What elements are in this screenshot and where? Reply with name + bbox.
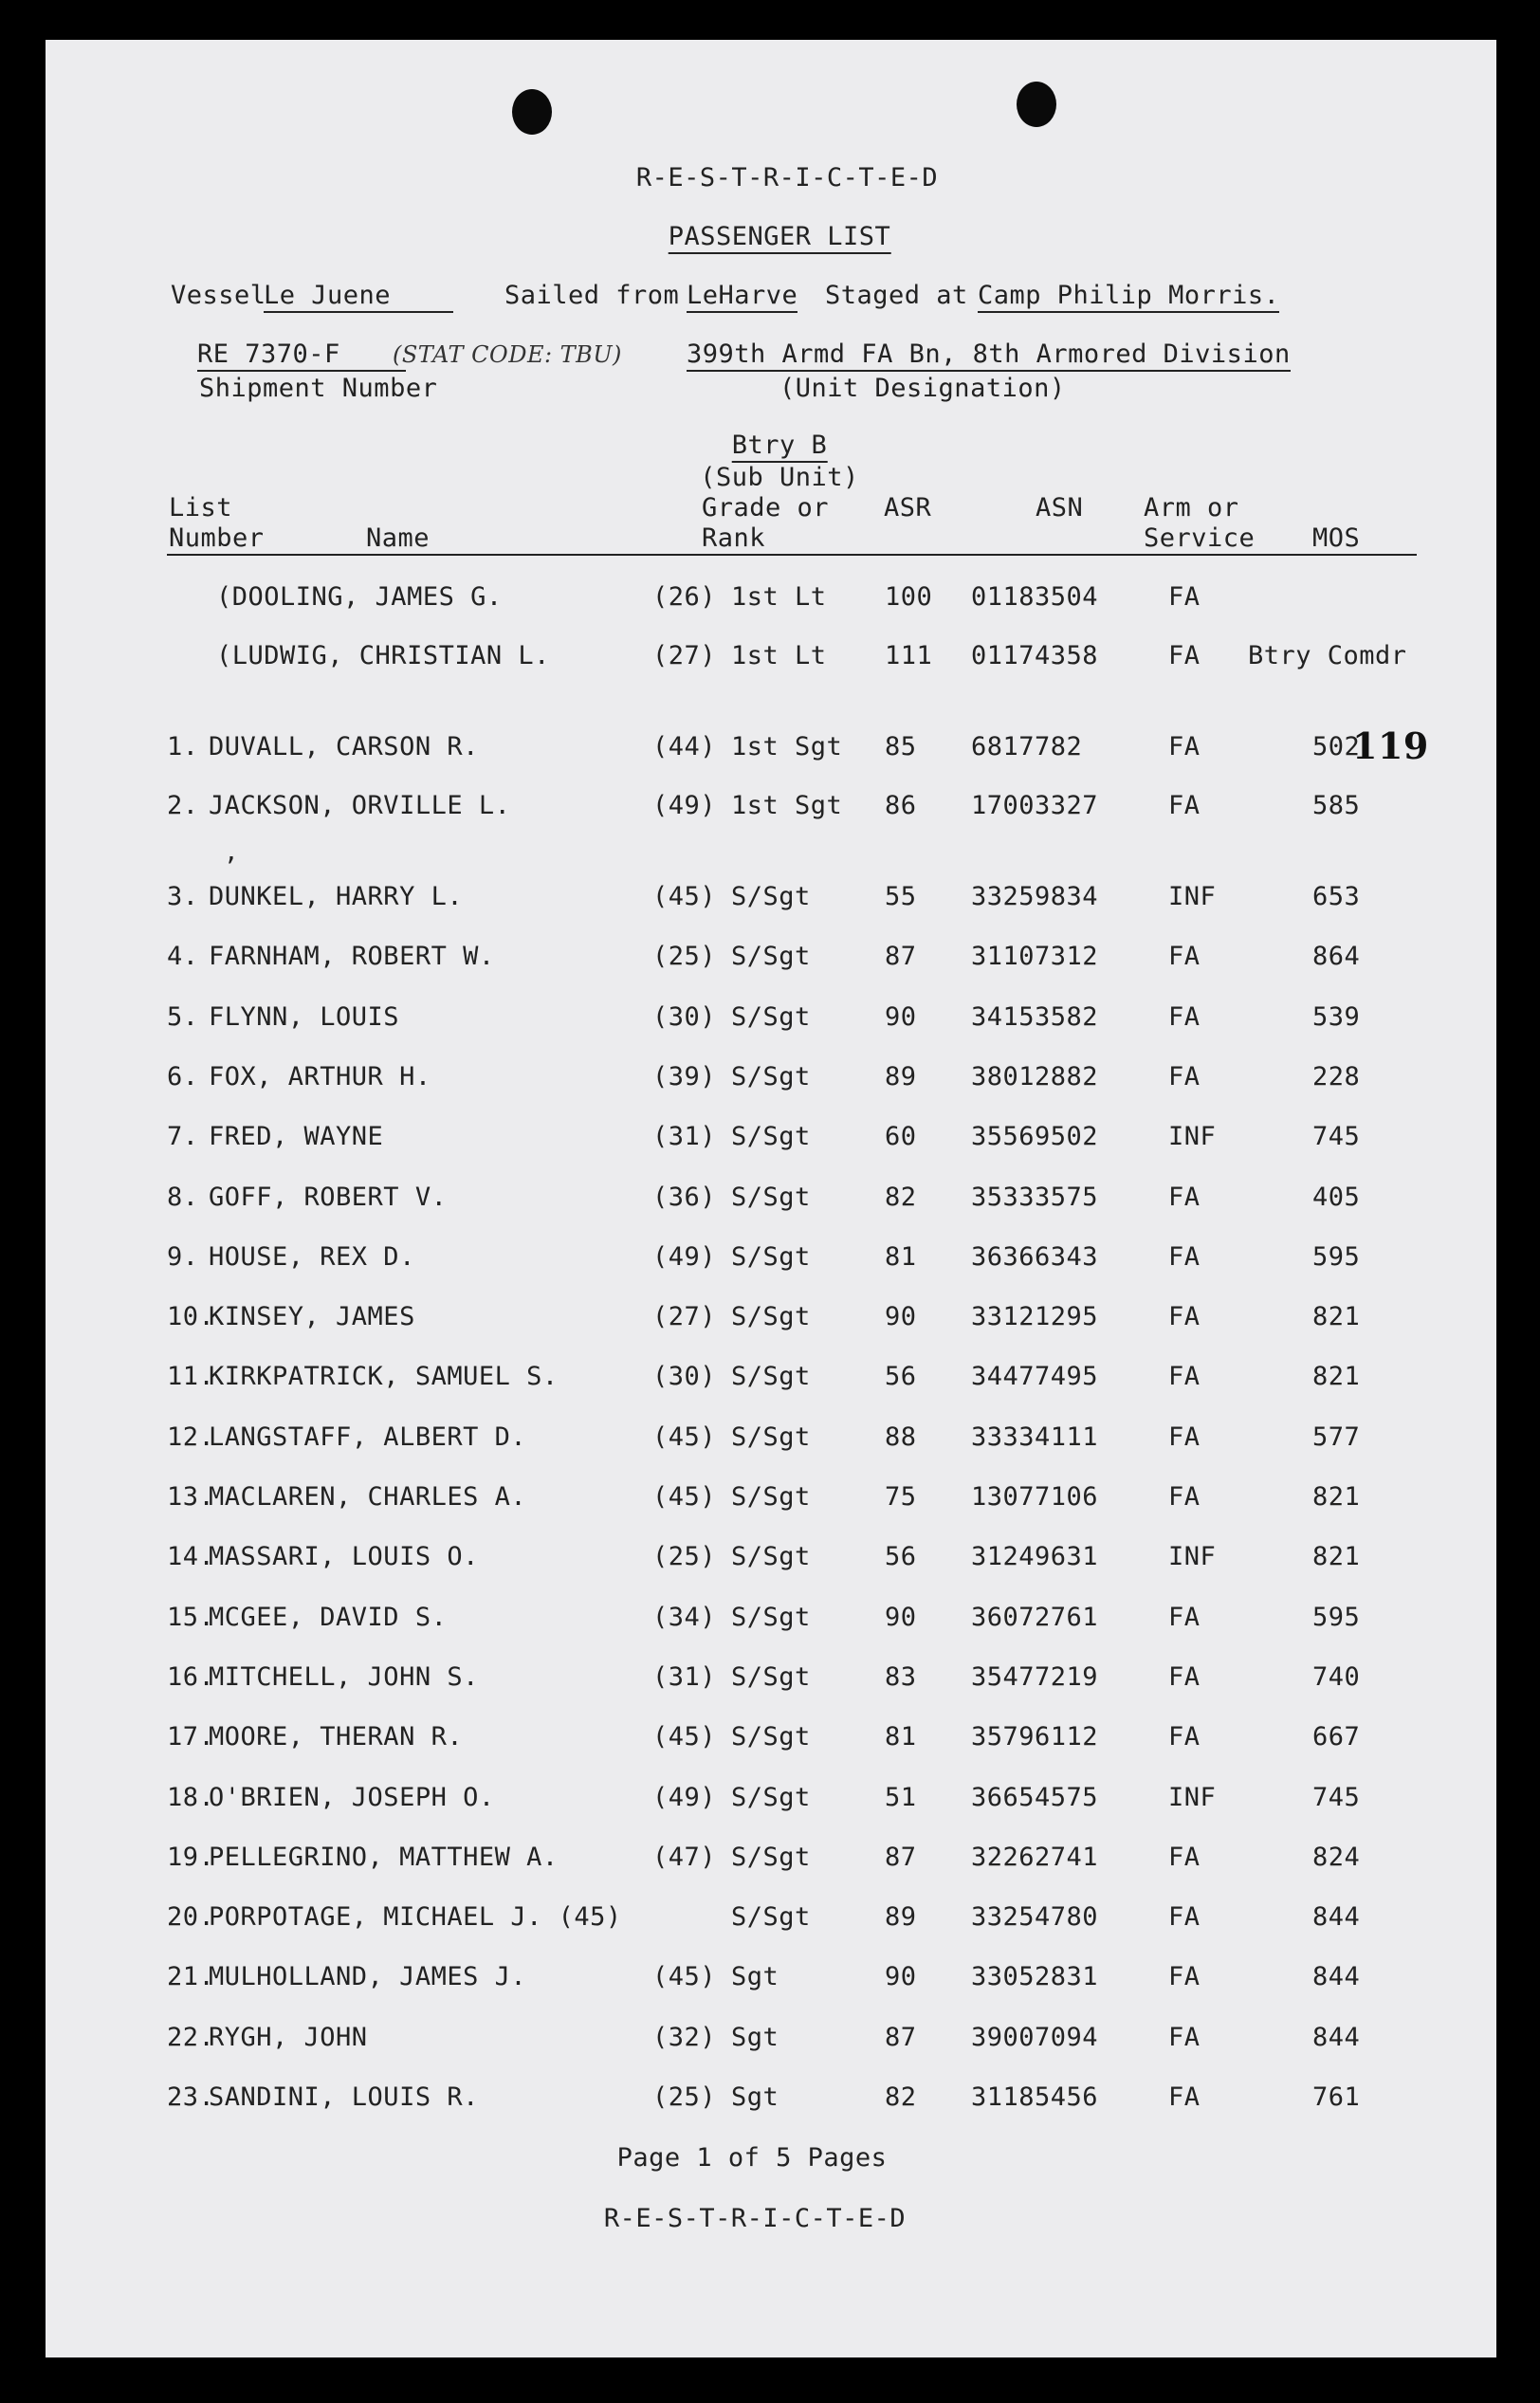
sub-unit-label: (Sub Unit)	[700, 463, 859, 492]
officer-asn: 01174358	[971, 641, 1099, 670]
passenger-rank: S/Sgt	[731, 1482, 811, 1512]
passenger-name: KIRKPATRICK, SAMUEL S.	[209, 1362, 559, 1391]
passenger-mos: 821	[1312, 1362, 1361, 1391]
passenger-age: (49)	[652, 1783, 717, 1812]
passenger-asn: 31249631	[971, 1542, 1099, 1571]
passenger-name: PORPOTAGE, MICHAEL J. (45)	[209, 1902, 622, 1932]
list-number: 23.	[167, 2082, 215, 2112]
col-number: Number	[169, 523, 265, 553]
restricted-footer: R-E-S-T-R-I-C-T-E-D	[603, 2204, 907, 2233]
passenger-asn: 39007094	[971, 2023, 1099, 2052]
col-asn: ASN	[1036, 493, 1084, 523]
passenger-age: (30)	[652, 1002, 717, 1032]
passenger-rank: S/Sgt	[731, 1122, 811, 1151]
passenger-rank: S/Sgt	[731, 1902, 811, 1932]
passenger-arm: FA	[1168, 1002, 1201, 1032]
passenger-asn: 6817782	[971, 732, 1083, 761]
passenger-name: PELLEGRINO, MATTHEW A.	[209, 1843, 559, 1872]
passenger-name: MOORE, THERAN R.	[209, 1722, 464, 1752]
passenger-arm: FA	[1168, 1362, 1201, 1391]
list-number: 7.	[167, 1122, 199, 1151]
officer-asr: 100	[885, 582, 933, 612]
passenger-rank: Sgt	[731, 1962, 779, 1991]
passenger-arm: FA	[1168, 1302, 1201, 1331]
sailed-value: LeHarve	[687, 281, 798, 313]
list-number: 8.	[167, 1183, 199, 1212]
passenger-arm: FA	[1168, 1603, 1201, 1632]
passenger-mos: 821	[1312, 1302, 1361, 1331]
passenger-name: GOFF, ROBERT V.	[209, 1183, 448, 1212]
passenger-asr: 56	[885, 1362, 917, 1391]
passenger-mos: 405	[1312, 1183, 1361, 1212]
passenger-rank: S/Sgt	[731, 1242, 811, 1272]
passenger-arm: FA	[1168, 1902, 1201, 1932]
unit-designation: 399th Armd FA Bn, 8th Armored Division	[687, 339, 1291, 372]
list-number: 4.	[167, 942, 199, 971]
col-list: List	[169, 493, 233, 523]
passenger-asn: 33259834	[971, 882, 1099, 911]
passenger-mos: 595	[1312, 1603, 1361, 1632]
passenger-asr: 83	[885, 1662, 917, 1692]
passenger-asr: 87	[885, 2023, 917, 2052]
passenger-mos: 539	[1312, 1002, 1361, 1032]
passenger-age: (45)	[652, 1482, 717, 1512]
passenger-asn: 36654575	[971, 1783, 1099, 1812]
officer-asn: 01183504	[971, 582, 1099, 612]
passenger-age: (49)	[652, 791, 717, 820]
passenger-arm: FA	[1168, 1242, 1201, 1272]
page-title: PASSENGER LIST	[669, 222, 891, 254]
vessel-label: Vessel	[171, 281, 266, 310]
passenger-asr: 56	[885, 1542, 917, 1571]
officer-rank: 1st Lt	[731, 582, 827, 612]
passenger-age: (45)	[652, 1722, 717, 1752]
staged-label: Staged at	[825, 281, 968, 310]
passenger-age: (45)	[652, 1422, 717, 1452]
passenger-rank: Sgt	[731, 2082, 779, 2112]
passenger-mos: 595	[1312, 1242, 1361, 1272]
shipment-note: (STAT CODE: TBU)	[393, 341, 622, 368]
passenger-mos: 740	[1312, 1662, 1361, 1692]
passenger-asn: 35333575	[971, 1183, 1099, 1212]
passenger-asn: 13077106	[971, 1482, 1099, 1512]
passenger-name: SANDINI, LOUIS R.	[209, 2082, 479, 2112]
list-number: 14.	[167, 1542, 215, 1571]
passenger-mos: 824	[1312, 1843, 1361, 1872]
passenger-asn: 34477495	[971, 1362, 1099, 1391]
passenger-name: FARNHAM, ROBERT W.	[209, 942, 495, 971]
passenger-name: LANGSTAFF, ALBERT D.	[209, 1422, 527, 1452]
passenger-name: FLYNN, LOUIS	[209, 1002, 400, 1032]
col-rank: Rank	[702, 523, 766, 553]
passenger-name: FOX, ARTHUR H.	[209, 1062, 431, 1091]
list-number: 18.	[167, 1783, 215, 1812]
passenger-mos: 502	[1312, 732, 1361, 761]
passenger-name: FRED, WAYNE	[209, 1122, 384, 1151]
passenger-asr: 82	[885, 1183, 917, 1212]
list-number: 12.	[167, 1422, 215, 1452]
passenger-arm: FA	[1168, 2023, 1201, 2052]
passenger-age: (31)	[652, 1662, 717, 1692]
passenger-rank: S/Sgt	[731, 882, 811, 911]
passenger-rank: S/Sgt	[731, 942, 811, 971]
passenger-age: (36)	[652, 1183, 717, 1212]
passenger-rank: S/Sgt	[731, 1362, 811, 1391]
passenger-name: MASSARI, LOUIS O.	[209, 1542, 479, 1571]
passenger-arm: INF	[1168, 882, 1217, 911]
passenger-arm: FA	[1168, 1722, 1201, 1752]
passenger-rank: Sgt	[731, 2023, 779, 2052]
passenger-asn: 17003327	[971, 791, 1099, 820]
col-arm: Arm or	[1144, 493, 1239, 523]
passenger-asr: 55	[885, 882, 917, 911]
passenger-asn: 35796112	[971, 1722, 1099, 1752]
passenger-name: MCGEE, DAVID S.	[209, 1603, 448, 1632]
passenger-age: (25)	[652, 942, 717, 971]
passenger-name: MITCHELL, JOHN S.	[209, 1662, 479, 1692]
sub-unit: Btry B	[732, 431, 828, 463]
passenger-asr: 51	[885, 1783, 917, 1812]
restricted-header: R-E-S-T-R-I-C-T-E-D	[635, 163, 939, 193]
passenger-age: (47)	[652, 1843, 717, 1872]
passenger-age: (44)	[652, 732, 717, 761]
document-page	[46, 40, 1496, 2357]
passenger-age: (34)	[652, 1603, 717, 1632]
staged-value: Camp Philip Morris.	[978, 281, 1279, 313]
passenger-mos: 821	[1312, 1482, 1361, 1512]
passenger-age: (49)	[652, 1242, 717, 1272]
passenger-mos: 844	[1312, 1962, 1361, 1991]
passenger-asn: 35477219	[971, 1662, 1099, 1692]
passenger-name: O'BRIEN, JOSEPH O.	[209, 1783, 495, 1812]
passenger-arm: INF	[1168, 1122, 1217, 1151]
col-service: Service	[1144, 523, 1256, 553]
list-number: 5.	[167, 1002, 199, 1032]
officer-name: (LUDWIG, CHRISTIAN L.	[216, 641, 550, 670]
stamped-number: 119	[1352, 725, 1429, 767]
passenger-arm: FA	[1168, 1062, 1201, 1091]
passenger-asn: 36072761	[971, 1603, 1099, 1632]
officer-mos: Btry Comdr	[1248, 641, 1407, 670]
passenger-name: DUNKEL, HARRY L.	[209, 882, 464, 911]
list-number: 13.	[167, 1482, 215, 1512]
list-number: 17.	[167, 1722, 215, 1752]
passenger-arm: INF	[1168, 1542, 1217, 1571]
passenger-name: HOUSE, REX D.	[209, 1242, 415, 1272]
passenger-asn: 33121295	[971, 1302, 1099, 1331]
passenger-age: (45)	[652, 882, 717, 911]
officer-arm: FA	[1168, 582, 1201, 612]
passenger-rank: S/Sgt	[731, 1183, 811, 1212]
passenger-arm: FA	[1168, 1183, 1201, 1212]
passenger-mos: 667	[1312, 1722, 1361, 1752]
list-number: 2.	[167, 791, 199, 820]
passenger-rank: S/Sgt	[731, 1542, 811, 1571]
passenger-arm: FA	[1168, 942, 1201, 971]
passenger-rank: S/Sgt	[731, 1722, 811, 1752]
passenger-rank: S/Sgt	[731, 1002, 811, 1032]
passenger-age: (27)	[652, 1302, 717, 1331]
list-number: 15.	[167, 1603, 215, 1632]
passenger-asn: 31185456	[971, 2082, 1099, 2112]
passenger-asn: 31107312	[971, 942, 1099, 971]
passenger-name: DUVALL, CARSON R.	[209, 732, 479, 761]
passenger-age: (39)	[652, 1062, 717, 1091]
passenger-asr: 86	[885, 791, 917, 820]
passenger-arm: FA	[1168, 1482, 1201, 1512]
passenger-asr: 75	[885, 1482, 917, 1512]
passenger-asn: 33052831	[971, 1962, 1099, 1991]
list-number: 19.	[167, 1843, 215, 1872]
passenger-mos: 585	[1312, 791, 1361, 820]
list-number: 22.	[167, 2023, 215, 2052]
passenger-asr: 82	[885, 2082, 917, 2112]
passenger-age: (30)	[652, 1362, 717, 1391]
passenger-asr: 90	[885, 1002, 917, 1032]
list-number: 6.	[167, 1062, 199, 1091]
officer-rank: 1st Lt	[731, 641, 827, 670]
passenger-age: (25)	[652, 1542, 717, 1571]
passenger-mos: 653	[1312, 882, 1361, 911]
passenger-asr: 89	[885, 1902, 917, 1932]
shipment-label: Shipment Number	[199, 374, 438, 403]
passenger-arm: INF	[1168, 1783, 1217, 1812]
officer-name: (DOOLING, JAMES G.	[216, 582, 503, 612]
passenger-asn: 32262741	[971, 1843, 1099, 1872]
officer-age: (26)	[652, 582, 717, 612]
sailed-label: Sailed from	[504, 281, 680, 310]
passenger-name: JACKSON, ORVILLE L.	[209, 791, 511, 820]
passenger-mos: 745	[1312, 1122, 1361, 1151]
passenger-rank: S/Sgt	[731, 1603, 811, 1632]
list-number: 3.	[167, 882, 199, 911]
passenger-asr: 85	[885, 732, 917, 761]
passenger-mos: 844	[1312, 1902, 1361, 1932]
passenger-arm: FA	[1168, 1843, 1201, 1872]
passenger-asr: 90	[885, 1302, 917, 1331]
list-number: 20.	[167, 1902, 215, 1932]
vessel-value: Le Juene	[264, 281, 453, 313]
shipment-number: RE 7370-F	[197, 339, 406, 372]
passenger-arm: FA	[1168, 791, 1201, 820]
passenger-arm: FA	[1168, 1422, 1201, 1452]
list-number: 21.	[167, 1962, 215, 1991]
officer-age: (27)	[652, 641, 717, 670]
passenger-asr: 90	[885, 1603, 917, 1632]
passenger-arm: FA	[1168, 1662, 1201, 1692]
punch-hole	[1017, 82, 1056, 127]
passenger-asr: 88	[885, 1422, 917, 1452]
passenger-asr: 81	[885, 1722, 917, 1752]
passenger-asr: 90	[885, 1962, 917, 1991]
passenger-age: (25)	[652, 2082, 717, 2112]
passenger-rank: S/Sgt	[731, 1662, 811, 1692]
passenger-mos: 821	[1312, 1542, 1361, 1571]
passenger-mos: 745	[1312, 1783, 1361, 1812]
unit-label: (Unit Designation)	[779, 374, 1066, 403]
passenger-asr: 60	[885, 1122, 917, 1151]
passenger-asn: 33254780	[971, 1902, 1099, 1932]
col-grade: Grade or	[702, 493, 830, 523]
passenger-rank: 1st Sgt	[731, 791, 843, 820]
passenger-rank: S/Sgt	[731, 1062, 811, 1091]
passenger-age: (31)	[652, 1122, 717, 1151]
passenger-name: KINSEY, JAMES	[209, 1302, 415, 1331]
passenger-asn: 33334111	[971, 1422, 1099, 1452]
passenger-mos: 761	[1312, 2082, 1361, 2112]
passenger-asr: 89	[885, 1062, 917, 1091]
list-number: 11.	[167, 1362, 215, 1391]
passenger-mos: 844	[1312, 2023, 1361, 2052]
list-number: 16.	[167, 1662, 215, 1692]
passenger-rank: S/Sgt	[731, 1302, 811, 1331]
col-name: Name	[366, 523, 431, 553]
passenger-asn: 36366343	[971, 1242, 1099, 1272]
passenger-rank: S/Sgt	[731, 1422, 811, 1452]
passenger-asr: 87	[885, 1843, 917, 1872]
passenger-arm: FA	[1168, 1962, 1201, 1991]
col-asr: ASR	[884, 493, 932, 523]
passenger-arm: FA	[1168, 2082, 1201, 2112]
passenger-rank: S/Sgt	[731, 1783, 811, 1812]
passenger-mos: 228	[1312, 1062, 1361, 1091]
passenger-name: MACLAREN, CHARLES A.	[209, 1482, 527, 1512]
officer-asr: 111	[885, 641, 933, 670]
passenger-name: RYGH, JOHN	[209, 2023, 368, 2052]
officer-arm: FA	[1168, 641, 1201, 670]
passenger-mos: 864	[1312, 942, 1361, 971]
passenger-asr: 81	[885, 1242, 917, 1272]
punch-hole	[512, 89, 552, 135]
passenger-asn: 35569502	[971, 1122, 1099, 1151]
passenger-name: MULHOLLAND, JAMES J.	[209, 1962, 527, 1991]
passenger-mos: 577	[1312, 1422, 1361, 1452]
passenger-age: (45)	[652, 1962, 717, 1991]
passenger-rank: 1st Sgt	[731, 732, 843, 761]
passenger-arm: FA	[1168, 732, 1201, 761]
col-mos: MOS	[1312, 523, 1361, 553]
list-number: 1.	[167, 732, 199, 761]
passenger-asr: 87	[885, 942, 917, 971]
list-number: 9.	[167, 1242, 199, 1272]
list-number: 10.	[167, 1302, 215, 1331]
passenger-asn: 34153582	[971, 1002, 1099, 1032]
page-number: Page 1 of 5 Pages	[616, 2143, 888, 2173]
stray-mark: ,	[224, 838, 239, 867]
passenger-rank: S/Sgt	[731, 1843, 811, 1872]
passenger-asn: 38012882	[971, 1062, 1099, 1091]
header-rule	[167, 554, 1417, 556]
passenger-age: (32)	[652, 2023, 717, 2052]
